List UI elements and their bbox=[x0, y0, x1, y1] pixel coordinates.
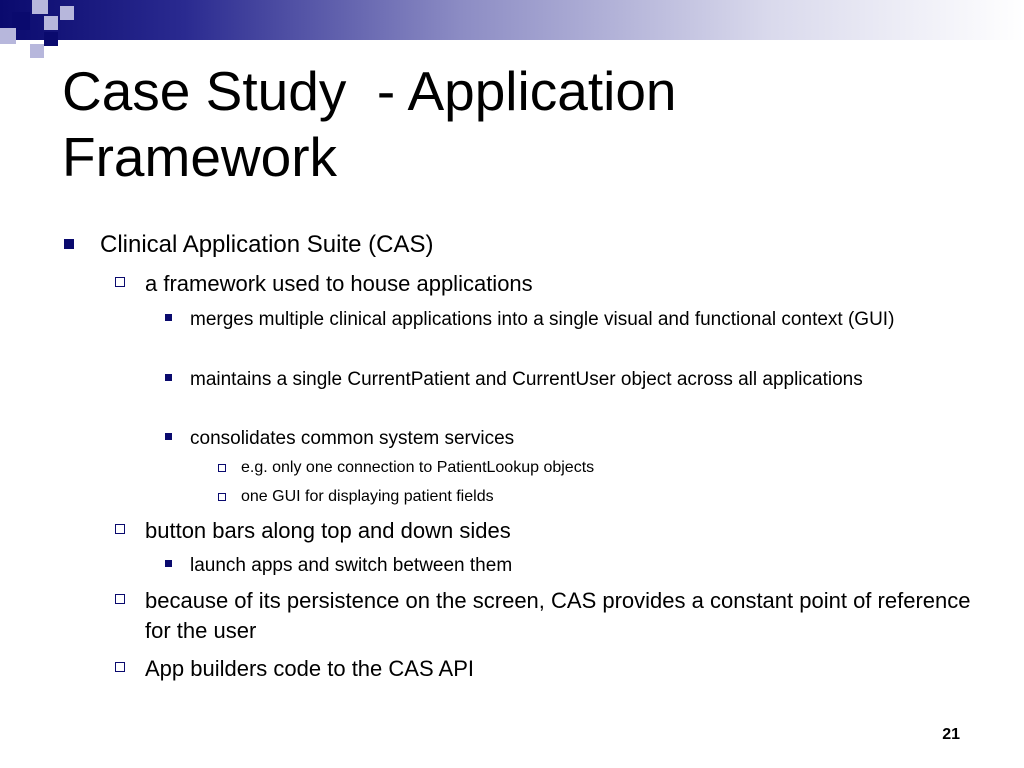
slide-title-line-1: Case Study - Application bbox=[62, 60, 677, 122]
decor-square-icon bbox=[44, 32, 58, 46]
list-item bbox=[115, 654, 965, 684]
decor-square-icon bbox=[0, 28, 16, 44]
bullet-text: e.g. only one connection to PatientLookup objects bbox=[241, 459, 595, 476]
list-item bbox=[64, 231, 964, 259]
list-item bbox=[218, 458, 918, 478]
bullet-text: launch apps and switch between them bbox=[190, 555, 513, 576]
hollow-square-bullet-icon bbox=[115, 594, 125, 604]
hollow-square-bullet-icon bbox=[218, 464, 226, 472]
page-number: 21 bbox=[942, 726, 960, 743]
bullet-text: one GUI for displaying patient fields bbox=[241, 488, 494, 505]
list-item bbox=[165, 306, 905, 333]
decor-square-icon bbox=[44, 16, 58, 30]
hollow-square-bullet-icon bbox=[218, 493, 226, 501]
filled-square-bullet-icon bbox=[64, 239, 74, 249]
list-item bbox=[218, 487, 918, 507]
bullet-text: button bars along top and down sides bbox=[145, 518, 511, 543]
bullet-text: App builders code to the CAS API bbox=[145, 656, 474, 681]
list-item bbox=[165, 425, 905, 452]
filled-square-bullet-icon bbox=[165, 374, 172, 381]
header-gradient-band bbox=[0, 0, 1024, 40]
bullet-text: maintains a single CurrentPatient and CurrentUser object across all applications bbox=[190, 369, 863, 390]
list-item bbox=[115, 516, 965, 546]
filled-square-bullet-icon bbox=[165, 314, 172, 321]
slide-title-line-2: Framework bbox=[62, 126, 338, 188]
filled-square-bullet-icon bbox=[165, 433, 172, 440]
hollow-square-bullet-icon bbox=[115, 524, 125, 534]
list-item bbox=[115, 269, 965, 299]
decor-square-icon bbox=[30, 44, 44, 58]
list-item bbox=[115, 586, 975, 646]
bullet-text: because of its persistence on the screen, CAS provides a constant point of reference for the user bbox=[145, 588, 971, 643]
bullet-text: a framework used to house applications bbox=[145, 271, 533, 296]
slide-title bbox=[62, 58, 982, 190]
bullet-text: consolidates common system services bbox=[190, 428, 515, 449]
bullet-text: Clinical Application Suite (CAS) bbox=[100, 231, 434, 258]
bullet-text: merges multiple clinical applications into a single visual and functional context (GUI) bbox=[190, 309, 895, 330]
list-item bbox=[165, 552, 905, 579]
decor-square-icon bbox=[60, 6, 74, 20]
filled-square-bullet-icon bbox=[165, 560, 172, 567]
hollow-square-bullet-icon bbox=[115, 662, 125, 672]
decor-square-icon bbox=[32, 0, 48, 14]
list-item bbox=[165, 366, 905, 393]
hollow-square-bullet-icon bbox=[115, 277, 125, 287]
